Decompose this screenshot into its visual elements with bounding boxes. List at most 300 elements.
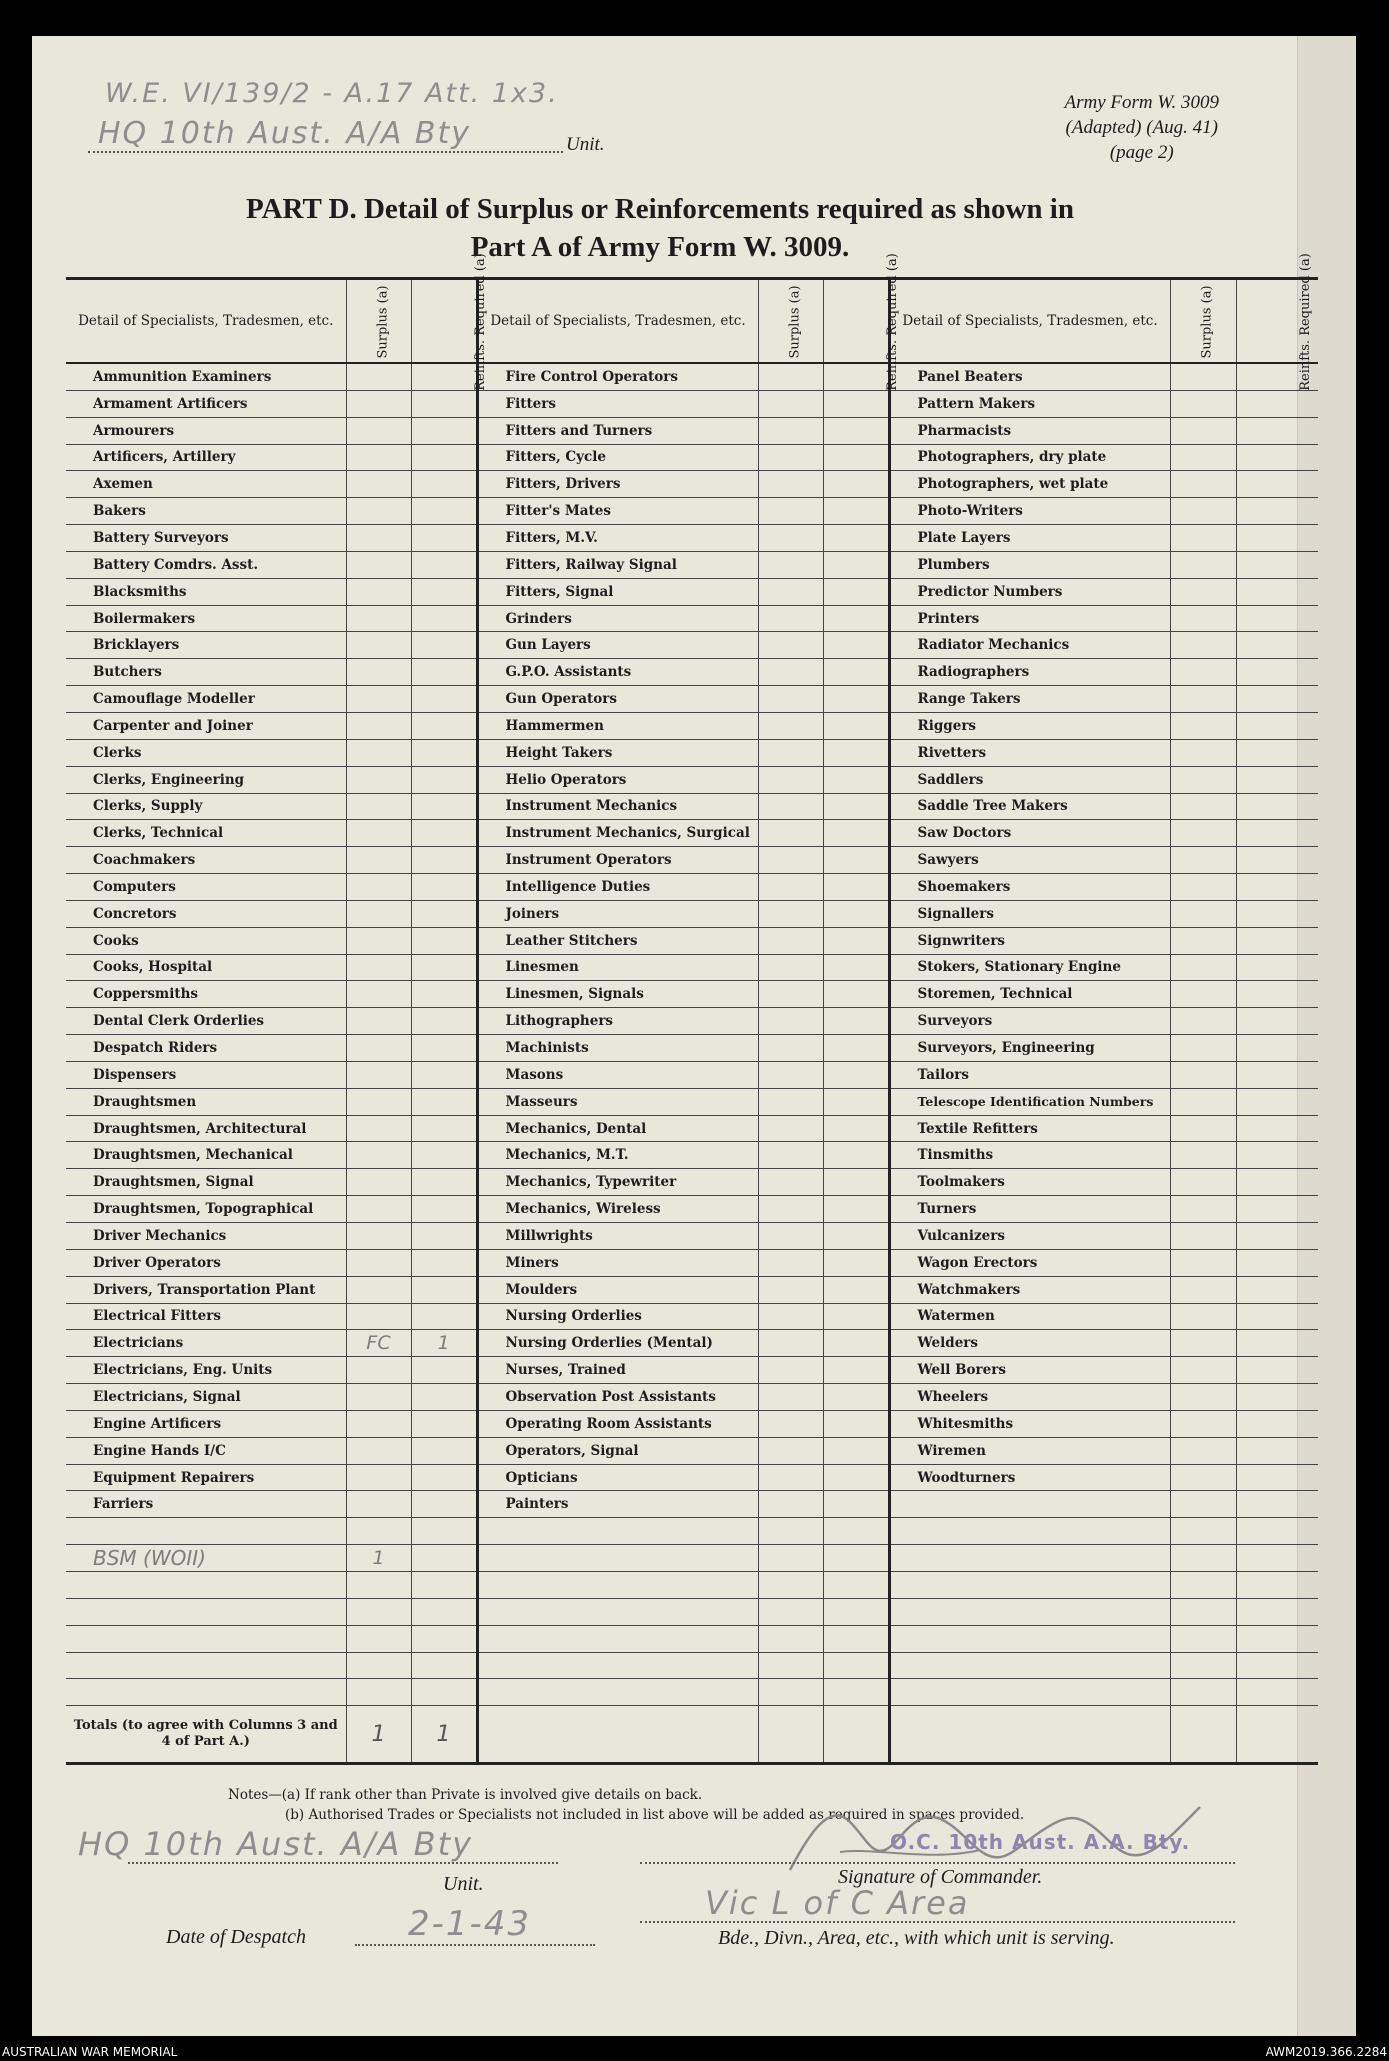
surplus-cell[interactable] xyxy=(1170,1115,1236,1142)
reinfts-cell[interactable] xyxy=(1236,578,1318,605)
surplus-cell[interactable] xyxy=(346,390,411,417)
surplus-cell[interactable] xyxy=(1170,1223,1236,1250)
surplus-cell[interactable] xyxy=(758,981,823,1008)
reinfts-cell[interactable] xyxy=(1236,1518,1318,1545)
reinfts-cell[interactable] xyxy=(823,712,889,739)
totals-cell[interactable] xyxy=(1236,1706,1318,1764)
surplus-cell[interactable] xyxy=(1170,1518,1236,1545)
reinfts-cell[interactable] xyxy=(411,847,477,874)
surplus-cell[interactable] xyxy=(346,498,411,525)
totals-cell[interactable] xyxy=(1170,1706,1236,1764)
surplus-cell[interactable] xyxy=(758,1410,823,1437)
surplus-cell[interactable] xyxy=(1170,659,1236,686)
reinfts-cell[interactable] xyxy=(823,1061,889,1088)
surplus-cell[interactable] xyxy=(758,1223,823,1250)
reinfts-cell[interactable] xyxy=(823,1196,889,1223)
surplus-cell[interactable] xyxy=(758,363,823,390)
surplus-cell[interactable] xyxy=(346,766,411,793)
surplus-cell[interactable] xyxy=(758,927,823,954)
reinfts-cell[interactable] xyxy=(411,1088,477,1115)
reinfts-cell[interactable] xyxy=(411,874,477,901)
reinfts-cell[interactable] xyxy=(1236,1545,1318,1572)
reinfts-cell[interactable] xyxy=(1236,417,1318,444)
surplus-cell[interactable] xyxy=(346,847,411,874)
reinfts-cell[interactable] xyxy=(411,1142,477,1169)
surplus-cell[interactable] xyxy=(1170,417,1236,444)
reinfts-cell[interactable] xyxy=(411,1196,477,1223)
surplus-cell[interactable] xyxy=(346,1384,411,1411)
reinfts-cell[interactable] xyxy=(411,900,477,927)
surplus-cell[interactable] xyxy=(346,1035,411,1062)
reinfts-cell[interactable] xyxy=(823,1679,889,1706)
surplus-cell[interactable] xyxy=(346,820,411,847)
surplus-cell[interactable] xyxy=(346,981,411,1008)
surplus-cell[interactable] xyxy=(346,1410,411,1437)
reinfts-cell[interactable] xyxy=(1236,847,1318,874)
reinfts-cell[interactable] xyxy=(411,1169,477,1196)
reinfts-cell[interactable] xyxy=(1236,766,1318,793)
reinfts-cell[interactable] xyxy=(823,820,889,847)
surplus-cell[interactable] xyxy=(758,1652,823,1679)
surplus-cell[interactable] xyxy=(758,686,823,713)
reinfts-cell[interactable] xyxy=(411,686,477,713)
surplus-cell[interactable] xyxy=(346,900,411,927)
surplus-cell[interactable] xyxy=(346,1491,411,1518)
reinfts-cell[interactable] xyxy=(823,659,889,686)
reinfts-cell[interactable] xyxy=(411,1223,477,1250)
reinfts-cell[interactable] xyxy=(411,1008,477,1035)
surplus-cell[interactable] xyxy=(1170,1330,1236,1357)
reinfts-cell[interactable] xyxy=(411,1625,477,1652)
reinfts-cell[interactable] xyxy=(1236,1410,1318,1437)
surplus-cell[interactable] xyxy=(1170,1410,1236,1437)
reinfts-cell[interactable] xyxy=(823,1652,889,1679)
reinfts-cell[interactable] xyxy=(411,954,477,981)
surplus-cell[interactable]: 1 xyxy=(346,1545,411,1572)
surplus-cell[interactable] xyxy=(1170,927,1236,954)
surplus-cell[interactable] xyxy=(346,1625,411,1652)
surplus-cell[interactable] xyxy=(1170,471,1236,498)
reinfts-cell[interactable] xyxy=(411,632,477,659)
reinfts-cell[interactable] xyxy=(411,390,477,417)
surplus-cell[interactable] xyxy=(1170,1625,1236,1652)
reinfts-cell[interactable] xyxy=(823,686,889,713)
surplus-cell[interactable] xyxy=(758,847,823,874)
totals-surplus[interactable]: 1 xyxy=(346,1706,411,1764)
reinfts-cell[interactable] xyxy=(823,900,889,927)
reinfts-cell[interactable] xyxy=(1236,1652,1318,1679)
reinfts-cell[interactable] xyxy=(411,766,477,793)
reinfts-cell[interactable] xyxy=(411,1464,477,1491)
reinfts-cell[interactable] xyxy=(1236,525,1318,552)
surplus-cell[interactable] xyxy=(1170,793,1236,820)
surplus-cell[interactable] xyxy=(758,1545,823,1572)
reinfts-cell[interactable] xyxy=(823,739,889,766)
surplus-cell[interactable] xyxy=(346,793,411,820)
surplus-cell[interactable] xyxy=(758,712,823,739)
unit-field-top[interactable] xyxy=(88,137,563,153)
surplus-cell[interactable] xyxy=(1170,578,1236,605)
surplus-cell[interactable] xyxy=(1170,525,1236,552)
surplus-cell[interactable] xyxy=(758,390,823,417)
surplus-cell[interactable] xyxy=(346,686,411,713)
reinfts-cell[interactable] xyxy=(1236,1464,1318,1491)
surplus-cell[interactable] xyxy=(346,1249,411,1276)
reinfts-cell[interactable] xyxy=(1236,1437,1318,1464)
surplus-cell[interactable] xyxy=(758,1142,823,1169)
reinfts-cell[interactable] xyxy=(823,578,889,605)
reinfts-cell[interactable] xyxy=(823,1357,889,1384)
surplus-cell[interactable] xyxy=(758,578,823,605)
reinfts-cell[interactable] xyxy=(1236,1571,1318,1598)
surplus-cell[interactable] xyxy=(1170,1142,1236,1169)
surplus-cell[interactable] xyxy=(1170,900,1236,927)
reinfts-cell[interactable] xyxy=(411,1249,477,1276)
surplus-cell[interactable] xyxy=(1170,1545,1236,1572)
reinfts-cell[interactable] xyxy=(1236,820,1318,847)
surplus-cell[interactable] xyxy=(758,1276,823,1303)
surplus-cell[interactable] xyxy=(758,471,823,498)
reinfts-cell[interactable] xyxy=(411,1545,477,1572)
reinfts-cell[interactable] xyxy=(1236,981,1318,1008)
reinfts-cell[interactable] xyxy=(411,1061,477,1088)
reinfts-cell[interactable] xyxy=(1236,1223,1318,1250)
reinfts-cell[interactable] xyxy=(823,1276,889,1303)
reinfts-cell[interactable] xyxy=(411,1518,477,1545)
reinfts-cell[interactable] xyxy=(823,605,889,632)
reinfts-cell[interactable]: 1 xyxy=(411,1330,477,1357)
surplus-cell[interactable] xyxy=(346,1303,411,1330)
reinfts-cell[interactable] xyxy=(411,363,477,390)
reinfts-cell[interactable] xyxy=(411,444,477,471)
surplus-cell[interactable] xyxy=(1170,1008,1236,1035)
reinfts-cell[interactable] xyxy=(411,981,477,1008)
reinfts-cell[interactable] xyxy=(411,1276,477,1303)
reinfts-cell[interactable] xyxy=(411,1410,477,1437)
reinfts-cell[interactable] xyxy=(823,1088,889,1115)
reinfts-cell[interactable] xyxy=(411,1491,477,1518)
reinfts-cell[interactable] xyxy=(823,793,889,820)
reinfts-cell[interactable] xyxy=(823,847,889,874)
reinfts-cell[interactable] xyxy=(1236,1142,1318,1169)
totals-cell[interactable] xyxy=(823,1706,889,1764)
surplus-cell[interactable] xyxy=(1170,874,1236,901)
reinfts-cell[interactable] xyxy=(1236,659,1318,686)
reinfts-cell[interactable] xyxy=(823,1384,889,1411)
reinfts-cell[interactable] xyxy=(411,525,477,552)
reinfts-cell[interactable] xyxy=(1236,444,1318,471)
surplus-cell[interactable] xyxy=(758,1169,823,1196)
surplus-cell[interactable] xyxy=(758,1196,823,1223)
reinfts-cell[interactable] xyxy=(1236,498,1318,525)
signature-field[interactable] xyxy=(640,1862,1235,1864)
surplus-cell[interactable] xyxy=(758,1679,823,1706)
surplus-cell[interactable] xyxy=(758,766,823,793)
surplus-cell[interactable] xyxy=(346,1223,411,1250)
surplus-cell[interactable] xyxy=(1170,1276,1236,1303)
surplus-cell[interactable] xyxy=(758,1249,823,1276)
surplus-cell[interactable] xyxy=(346,1464,411,1491)
reinfts-cell[interactable] xyxy=(1236,1679,1318,1706)
reinfts-cell[interactable] xyxy=(823,1330,889,1357)
reinfts-cell[interactable] xyxy=(1236,1088,1318,1115)
reinfts-cell[interactable] xyxy=(823,1437,889,1464)
reinfts-cell[interactable] xyxy=(1236,1303,1318,1330)
surplus-cell[interactable] xyxy=(1170,1249,1236,1276)
surplus-cell[interactable] xyxy=(1170,1679,1236,1706)
reinfts-cell[interactable] xyxy=(411,739,477,766)
surplus-cell[interactable] xyxy=(346,1008,411,1035)
surplus-cell[interactable] xyxy=(1170,1061,1236,1088)
surplus-cell[interactable] xyxy=(758,1625,823,1652)
surplus-cell[interactable] xyxy=(758,1115,823,1142)
surplus-cell[interactable] xyxy=(1170,1035,1236,1062)
surplus-cell[interactable] xyxy=(1170,1384,1236,1411)
reinfts-cell[interactable] xyxy=(411,1384,477,1411)
surplus-cell[interactable] xyxy=(346,874,411,901)
reinfts-cell[interactable] xyxy=(1236,1357,1318,1384)
surplus-cell[interactable] xyxy=(346,1115,411,1142)
reinfts-cell[interactable] xyxy=(823,1115,889,1142)
reinfts-cell[interactable] xyxy=(823,1571,889,1598)
reinfts-cell[interactable] xyxy=(411,1679,477,1706)
reinfts-cell[interactable] xyxy=(1236,1035,1318,1062)
surplus-cell[interactable] xyxy=(1170,1357,1236,1384)
surplus-cell[interactable] xyxy=(758,900,823,927)
surplus-cell[interactable] xyxy=(346,605,411,632)
surplus-cell[interactable] xyxy=(1170,1303,1236,1330)
reinfts-cell[interactable] xyxy=(1236,1276,1318,1303)
reinfts-cell[interactable] xyxy=(823,1008,889,1035)
reinfts-cell[interactable] xyxy=(823,1491,889,1518)
reinfts-cell[interactable] xyxy=(823,1518,889,1545)
surplus-cell[interactable] xyxy=(758,954,823,981)
reinfts-cell[interactable] xyxy=(411,471,477,498)
reinfts-cell[interactable] xyxy=(823,551,889,578)
reinfts-cell[interactable] xyxy=(823,766,889,793)
surplus-cell[interactable]: FC xyxy=(346,1330,411,1357)
surplus-cell[interactable] xyxy=(758,874,823,901)
surplus-cell[interactable] xyxy=(346,1518,411,1545)
reinfts-cell[interactable] xyxy=(411,1357,477,1384)
surplus-cell[interactable] xyxy=(346,1088,411,1115)
reinfts-cell[interactable] xyxy=(823,1169,889,1196)
surplus-cell[interactable] xyxy=(346,1652,411,1679)
surplus-cell[interactable] xyxy=(1170,363,1236,390)
reinfts-cell[interactable] xyxy=(1236,1196,1318,1223)
reinfts-cell[interactable] xyxy=(1236,551,1318,578)
surplus-cell[interactable] xyxy=(1170,605,1236,632)
surplus-cell[interactable] xyxy=(346,1196,411,1223)
reinfts-cell[interactable] xyxy=(823,417,889,444)
surplus-cell[interactable] xyxy=(758,1357,823,1384)
surplus-cell[interactable] xyxy=(1170,1169,1236,1196)
reinfts-cell[interactable] xyxy=(411,1035,477,1062)
reinfts-cell[interactable] xyxy=(823,444,889,471)
surplus-cell[interactable] xyxy=(1170,1652,1236,1679)
reinfts-cell[interactable] xyxy=(823,1303,889,1330)
reinfts-cell[interactable] xyxy=(823,981,889,1008)
reinfts-cell[interactable] xyxy=(823,1035,889,1062)
reinfts-cell[interactable] xyxy=(1236,1061,1318,1088)
reinfts-cell[interactable] xyxy=(1236,954,1318,981)
surplus-cell[interactable] xyxy=(346,578,411,605)
reinfts-cell[interactable] xyxy=(1236,1008,1318,1035)
surplus-cell[interactable] xyxy=(1170,954,1236,981)
reinfts-cell[interactable] xyxy=(823,525,889,552)
surplus-cell[interactable] xyxy=(1170,712,1236,739)
surplus-cell[interactable] xyxy=(346,1679,411,1706)
surplus-cell[interactable] xyxy=(346,363,411,390)
reinfts-cell[interactable] xyxy=(823,874,889,901)
surplus-cell[interactable] xyxy=(758,605,823,632)
reinfts-cell[interactable] xyxy=(1236,739,1318,766)
surplus-cell[interactable] xyxy=(758,417,823,444)
reinfts-cell[interactable] xyxy=(1236,686,1318,713)
reinfts-cell[interactable] xyxy=(823,1410,889,1437)
surplus-cell[interactable] xyxy=(758,1035,823,1062)
reinfts-cell[interactable] xyxy=(411,793,477,820)
surplus-cell[interactable] xyxy=(346,551,411,578)
reinfts-cell[interactable] xyxy=(411,605,477,632)
surplus-cell[interactable] xyxy=(1170,444,1236,471)
surplus-cell[interactable] xyxy=(758,1303,823,1330)
surplus-cell[interactable] xyxy=(346,1276,411,1303)
reinfts-cell[interactable] xyxy=(823,471,889,498)
surplus-cell[interactable] xyxy=(758,1330,823,1357)
area-field[interactable] xyxy=(640,1921,1235,1923)
reinfts-cell[interactable] xyxy=(823,1545,889,1572)
reinfts-cell[interactable] xyxy=(823,632,889,659)
reinfts-cell[interactable] xyxy=(411,712,477,739)
reinfts-cell[interactable] xyxy=(823,1142,889,1169)
reinfts-cell[interactable] xyxy=(411,1115,477,1142)
surplus-cell[interactable] xyxy=(758,525,823,552)
surplus-cell[interactable] xyxy=(346,471,411,498)
reinfts-cell[interactable] xyxy=(1236,1625,1318,1652)
surplus-cell[interactable] xyxy=(346,1437,411,1464)
reinfts-cell[interactable] xyxy=(823,1223,889,1250)
reinfts-cell[interactable] xyxy=(823,363,889,390)
surplus-cell[interactable] xyxy=(758,1464,823,1491)
reinfts-cell[interactable] xyxy=(1236,471,1318,498)
reinfts-cell[interactable] xyxy=(823,1625,889,1652)
surplus-cell[interactable] xyxy=(346,1061,411,1088)
surplus-cell[interactable] xyxy=(758,739,823,766)
surplus-cell[interactable] xyxy=(758,1437,823,1464)
surplus-cell[interactable] xyxy=(758,1008,823,1035)
surplus-cell[interactable] xyxy=(346,954,411,981)
surplus-cell[interactable] xyxy=(1170,981,1236,1008)
surplus-cell[interactable] xyxy=(346,927,411,954)
reinfts-cell[interactable] xyxy=(411,1437,477,1464)
reinfts-cell[interactable] xyxy=(1236,1598,1318,1625)
reinfts-cell[interactable] xyxy=(411,498,477,525)
unit-field[interactable] xyxy=(128,1862,558,1864)
reinfts-cell[interactable] xyxy=(1236,712,1318,739)
surplus-cell[interactable] xyxy=(758,1518,823,1545)
surplus-cell[interactable] xyxy=(1170,686,1236,713)
reinfts-cell[interactable] xyxy=(823,1249,889,1276)
reinfts-cell[interactable] xyxy=(411,578,477,605)
reinfts-cell[interactable] xyxy=(411,659,477,686)
surplus-cell[interactable] xyxy=(346,1571,411,1598)
surplus-cell[interactable] xyxy=(346,1142,411,1169)
reinfts-cell[interactable] xyxy=(1236,793,1318,820)
reinfts-cell[interactable] xyxy=(823,498,889,525)
surplus-cell[interactable] xyxy=(758,551,823,578)
reinfts-cell[interactable] xyxy=(1236,1249,1318,1276)
surplus-cell[interactable] xyxy=(1170,390,1236,417)
surplus-cell[interactable] xyxy=(346,444,411,471)
surplus-cell[interactable] xyxy=(1170,766,1236,793)
reinfts-cell[interactable] xyxy=(1236,927,1318,954)
reinfts-cell[interactable] xyxy=(823,1464,889,1491)
reinfts-cell[interactable] xyxy=(411,927,477,954)
reinfts-cell[interactable] xyxy=(823,1598,889,1625)
reinfts-cell[interactable] xyxy=(411,1571,477,1598)
surplus-cell[interactable] xyxy=(758,632,823,659)
reinfts-cell[interactable] xyxy=(1236,1330,1318,1357)
reinfts-cell[interactable] xyxy=(1236,605,1318,632)
surplus-cell[interactable] xyxy=(1170,847,1236,874)
reinfts-cell[interactable] xyxy=(1236,1384,1318,1411)
surplus-cell[interactable] xyxy=(346,1357,411,1384)
surplus-cell[interactable] xyxy=(1170,1196,1236,1223)
surplus-cell[interactable] xyxy=(1170,1437,1236,1464)
reinfts-cell[interactable] xyxy=(411,820,477,847)
surplus-cell[interactable] xyxy=(346,659,411,686)
surplus-cell[interactable] xyxy=(758,1384,823,1411)
surplus-cell[interactable] xyxy=(1170,820,1236,847)
surplus-cell[interactable] xyxy=(1170,1491,1236,1518)
surplus-cell[interactable] xyxy=(346,632,411,659)
reinfts-cell[interactable] xyxy=(823,390,889,417)
surplus-cell[interactable] xyxy=(1170,551,1236,578)
totals-reinfts[interactable]: 1 xyxy=(411,1706,477,1764)
reinfts-cell[interactable] xyxy=(823,954,889,981)
surplus-cell[interactable] xyxy=(758,1491,823,1518)
surplus-cell[interactable] xyxy=(1170,632,1236,659)
surplus-cell[interactable] xyxy=(758,1088,823,1115)
reinfts-cell[interactable] xyxy=(823,927,889,954)
reinfts-cell[interactable] xyxy=(411,1652,477,1679)
reinfts-cell[interactable] xyxy=(1236,1115,1318,1142)
surplus-cell[interactable] xyxy=(758,659,823,686)
surplus-cell[interactable] xyxy=(346,712,411,739)
surplus-cell[interactable] xyxy=(346,1598,411,1625)
date-field[interactable] xyxy=(355,1944,595,1946)
reinfts-cell[interactable] xyxy=(1236,874,1318,901)
surplus-cell[interactable] xyxy=(758,1571,823,1598)
surplus-cell[interactable] xyxy=(346,525,411,552)
reinfts-cell[interactable] xyxy=(411,417,477,444)
surplus-cell[interactable] xyxy=(346,417,411,444)
surplus-cell[interactable] xyxy=(758,820,823,847)
surplus-cell[interactable] xyxy=(1170,498,1236,525)
surplus-cell[interactable] xyxy=(1170,1598,1236,1625)
surplus-cell[interactable] xyxy=(1170,739,1236,766)
totals-cell[interactable] xyxy=(758,1706,823,1764)
reinfts-cell[interactable] xyxy=(411,551,477,578)
reinfts-cell[interactable] xyxy=(1236,632,1318,659)
surplus-cell[interactable] xyxy=(758,1598,823,1625)
surplus-cell[interactable] xyxy=(1170,1088,1236,1115)
surplus-cell[interactable] xyxy=(758,498,823,525)
surplus-cell[interactable] xyxy=(758,1061,823,1088)
surplus-cell[interactable] xyxy=(1170,1464,1236,1491)
surplus-cell[interactable] xyxy=(758,793,823,820)
